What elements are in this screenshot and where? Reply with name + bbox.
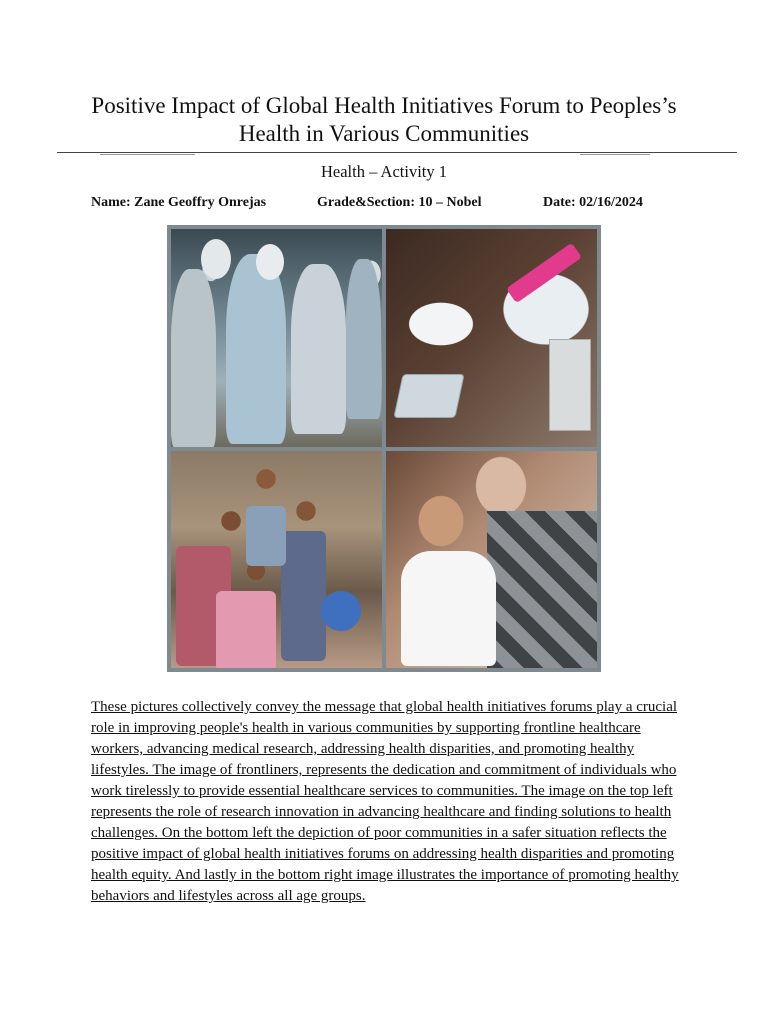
child-shirt bbox=[401, 551, 496, 666]
argyle-sweater bbox=[487, 511, 597, 669]
document-subtitle: Health – Activity 1 bbox=[320, 162, 448, 181]
lab-research-photo bbox=[386, 229, 597, 447]
student-name: Name: Zane Geoffry Onrejas bbox=[91, 195, 267, 210]
lab-device bbox=[549, 339, 591, 431]
pipette bbox=[506, 243, 582, 304]
document-title: Positive Impact of Global Health Initiatives Forum to Peoples’s Health in Various Communities bbox=[91, 93, 677, 146]
grade-section: Grade&Section: 10 – Nobel bbox=[317, 195, 482, 210]
submission-date: Date: 02/16/2024 bbox=[543, 195, 643, 210]
children-community-photo bbox=[171, 451, 382, 669]
photo-collage bbox=[167, 225, 601, 672]
well-plate bbox=[393, 374, 464, 418]
title-divider-accent-left bbox=[100, 154, 195, 155]
title-divider-accent-right bbox=[580, 154, 650, 155]
grandfather-child-photo bbox=[386, 451, 597, 669]
frontliners-photo bbox=[171, 229, 382, 447]
title-divider bbox=[57, 152, 737, 153]
description-paragraph: These pictures collectively convey the message that global health initiatives forums play a crucial role in improving people's health in various communities by supporting frontline healthcare workers, advancing medical research, addressing health disparities, and promoting healthy lifestyles. The image of frontliners, represents the dedication and commitment of individuals who work tirelessly to provide essential healthcare services to communities. The image on the top left represents the role of research innovation in advancing healthcare and finding solutions to health challenges. On the bottom left the depiction of poor communities in a safer situation reflects the positive impact of global health initiatives forums on addressing health disparities and promoting health equity. And lastly in the bottom right image illustrates the importance of promoting healthy behaviors and lifestyles across all age groups. bbox=[91, 699, 679, 904]
